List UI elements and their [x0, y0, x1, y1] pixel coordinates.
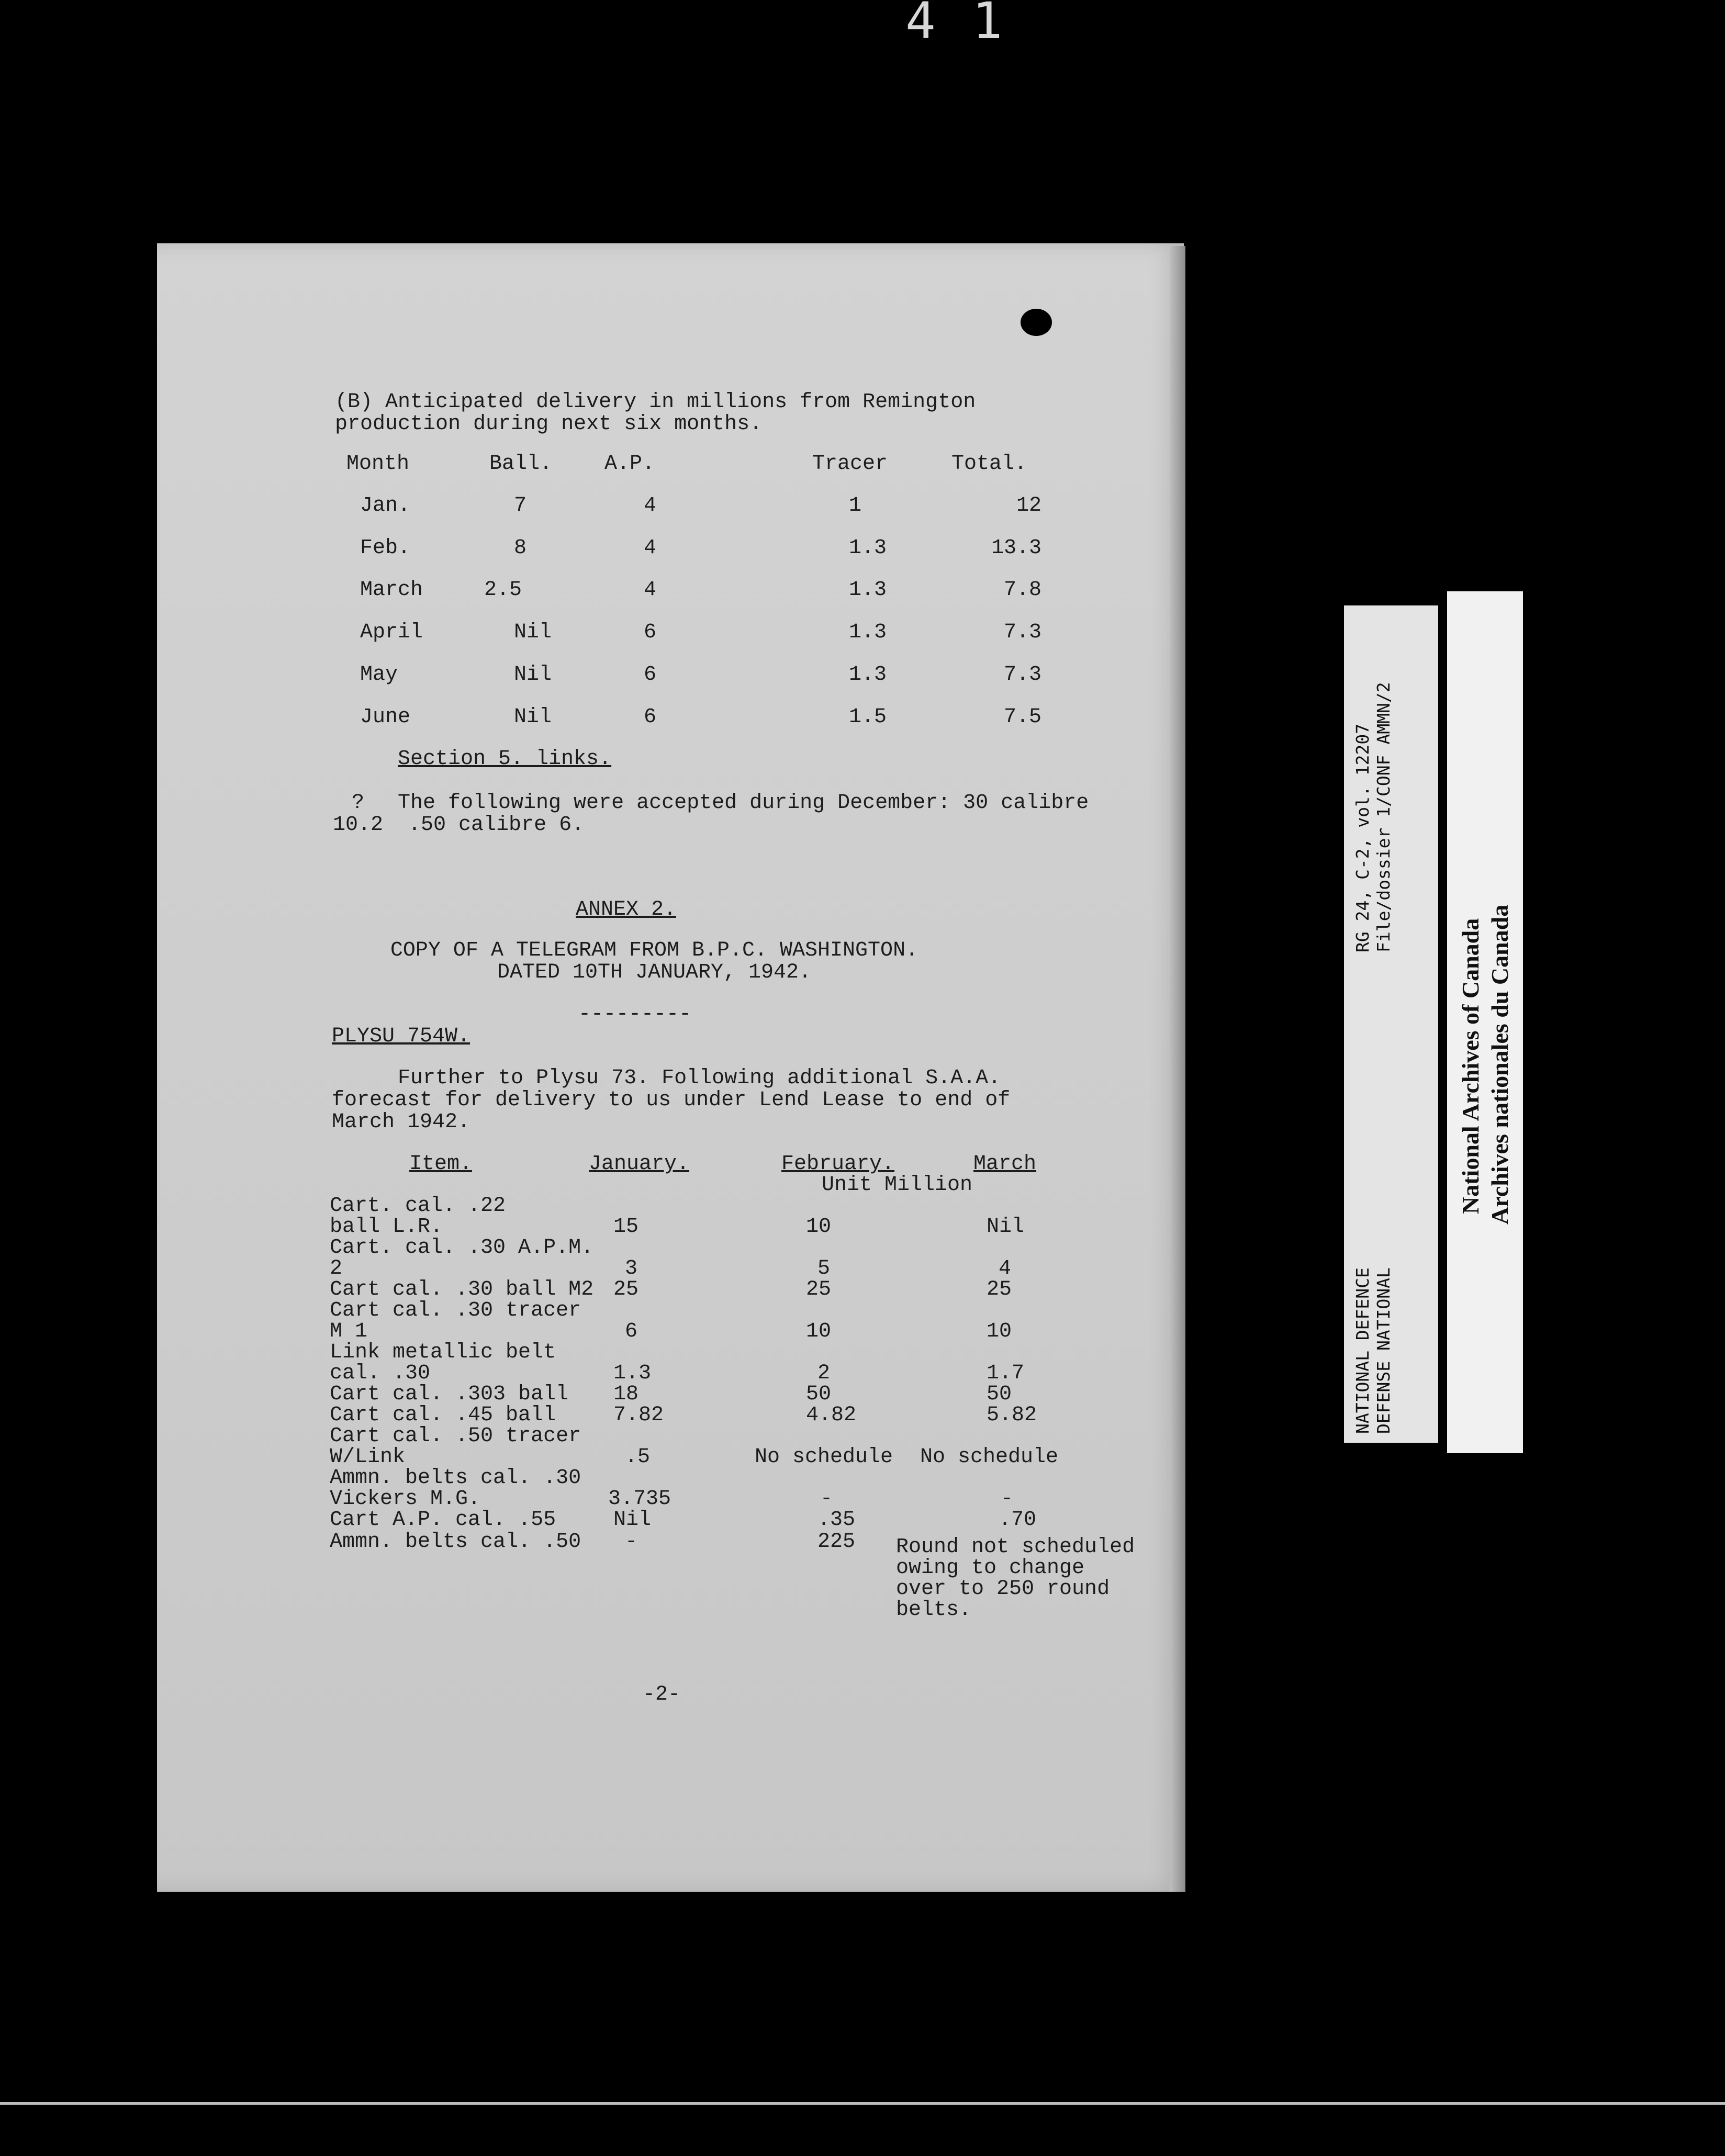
table-cell: 18: [613, 1383, 639, 1406]
annex-ref: PLYSU 754W.: [332, 1025, 471, 1048]
table-cell: 4: [644, 536, 657, 560]
item-label: cal. .30: [330, 1362, 431, 1385]
annex-subtitle2: DATED 10TH JANUARY, 1942.: [497, 961, 812, 984]
unit-label: Unit Million: [822, 1173, 973, 1197]
table-cell: -: [625, 1530, 638, 1554]
col-header-january: January.: [589, 1152, 690, 1176]
annex-divider: ---------: [578, 1003, 692, 1026]
table-cell: 6: [644, 663, 657, 687]
item-label: Cart. cal. .30 A.P.M.: [330, 1236, 594, 1260]
table-cell: 3: [625, 1257, 638, 1281]
table-cell: 4: [644, 578, 657, 602]
section-5-heading: Section 5. links.: [398, 747, 612, 771]
col-header-ball: Ball.: [489, 452, 553, 476]
film-edge-line: [0, 2102, 1725, 2105]
table-cell: 50: [987, 1383, 1012, 1406]
table-cell: 2: [817, 1362, 831, 1385]
table-cell: 15: [613, 1215, 639, 1239]
table-cell: 6: [625, 1320, 638, 1343]
annex-para2: forecast for delivery to us under Lend Lease to end of: [332, 1088, 1011, 1112]
archive-name-fr: Archives nationales du Canada: [1486, 904, 1513, 1225]
table-cell: No schedule: [920, 1445, 1059, 1469]
table-cell: 2.5: [484, 578, 522, 602]
frame-number: 41: [905, 0, 1039, 50]
page-number: -2-: [643, 1683, 681, 1706]
item-label: W/Link: [330, 1445, 406, 1469]
section-5-line2: 10.2 .50 calibre 6.: [333, 813, 585, 837]
item-label: M 1: [330, 1320, 368, 1343]
table-cell: .5: [625, 1445, 651, 1469]
table-cell: 10: [806, 1320, 832, 1343]
table-cell: 1.3: [849, 578, 887, 602]
table-cell: 7.5: [1003, 705, 1041, 729]
table-cell: -: [1001, 1487, 1014, 1511]
table-cell: 1.3: [849, 536, 887, 560]
table-cell: Nil: [613, 1508, 652, 1532]
note-line: owing to change: [896, 1556, 1085, 1580]
table-cell: 7.3: [1003, 621, 1041, 644]
table-cell: .70: [999, 1508, 1037, 1532]
archive-ref2: File/dossier 1/CONF AMMN/2: [1373, 682, 1394, 952]
table-cell: 1: [849, 494, 862, 518]
table-cell: 6: [644, 705, 657, 729]
item-label: Cart A.P. cal. .55: [330, 1508, 556, 1532]
section-5-marker: ?: [352, 791, 365, 815]
table-cell: .35: [817, 1508, 856, 1532]
table-cell: 7.8: [1003, 578, 1041, 602]
table-cell: Feb.: [360, 536, 411, 560]
archive-ref1: RG 24, C-2, vol. 12207: [1352, 723, 1373, 952]
item-label: Link metallic belt: [330, 1341, 556, 1364]
table-cell: 7: [514, 494, 527, 518]
table-cell: 13.3: [991, 536, 1041, 560]
table-cell: 1.3: [849, 621, 887, 644]
section-5-line1: The following were accepted during December: 30 calibre: [398, 791, 1089, 815]
col-header-month: Month: [346, 452, 410, 476]
table-cell: 225: [817, 1530, 856, 1554]
section-b-line1: (B) Anticipated delivery in millions from Remington: [335, 390, 976, 414]
table-cell: 5: [817, 1257, 831, 1281]
item-label: ball L.R.: [330, 1215, 443, 1239]
table-cell: 25: [613, 1278, 639, 1301]
table-cell: 25: [806, 1278, 832, 1301]
table-cell: 3.735: [608, 1487, 671, 1511]
table-cell: June: [360, 705, 411, 729]
note-line: Round not scheduled: [896, 1535, 1135, 1559]
table-cell: March: [360, 578, 423, 602]
section-b-line2: production during next six months.: [335, 412, 763, 436]
table-cell: 4: [644, 494, 657, 518]
table-cell: 1.5: [849, 705, 887, 729]
item-label: Cart cal. .30 ball M2: [330, 1278, 594, 1301]
item-label: Cart. cal. .22: [330, 1194, 506, 1218]
table-cell: 7.82: [613, 1403, 664, 1427]
archive-dept1: NATIONAL DEFENCE: [1352, 1267, 1373, 1434]
table-cell: 5.82: [987, 1403, 1037, 1427]
table-cell: 4: [999, 1257, 1012, 1281]
annex-para1: Further to Plysu 73. Following additional S.A.A.: [398, 1066, 1001, 1090]
annex-title: ANNEX 2.: [576, 898, 677, 922]
table-cell: -: [820, 1487, 833, 1511]
col-header-tracer: Tracer: [812, 452, 888, 476]
col-header-item: Item.: [409, 1152, 473, 1176]
item-label: Cart cal. .45 ball: [330, 1403, 556, 1427]
table-cell: April: [360, 621, 423, 644]
table-cell: 25: [987, 1278, 1012, 1301]
col-header-total: Total.: [951, 452, 1027, 476]
table-cell: 12: [1016, 494, 1041, 518]
item-label: Cart cal. .30 tracer: [330, 1299, 581, 1322]
table-cell: 10: [806, 1215, 832, 1239]
table-cell: Jan.: [360, 494, 411, 518]
table-cell: 1.3: [849, 663, 887, 687]
note-line: belts.: [896, 1598, 972, 1622]
archive-name-en: National Archives of Canada: [1457, 918, 1484, 1214]
col-header-march: March: [973, 1152, 1037, 1176]
table-cell: Nil: [514, 663, 552, 687]
table-cell: Nil: [987, 1215, 1025, 1239]
annex-para3: March 1942.: [332, 1110, 471, 1134]
archive-dept2: DEFENSE NATIONAL: [1373, 1267, 1394, 1434]
item-label: Ammn. belts cal. .30: [330, 1466, 581, 1490]
table-cell: 1.3: [613, 1362, 652, 1385]
table-cell: No schedule: [755, 1445, 893, 1469]
punch-hole: [1021, 309, 1052, 336]
item-label: Vickers M.G.: [330, 1487, 481, 1511]
col-header-february: February.: [781, 1152, 895, 1176]
table-cell: 10: [987, 1320, 1012, 1343]
table-cell: May: [360, 663, 398, 687]
table-cell: 4.82: [806, 1403, 857, 1427]
item-label: Cart cal. .303 ball: [330, 1383, 569, 1406]
table-cell: 8: [514, 536, 527, 560]
annex-subtitle1: COPY OF A TELEGRAM FROM B.P.C. WASHINGTON.: [390, 939, 918, 962]
note-line: over to 250 round: [896, 1577, 1110, 1601]
table-cell: Nil: [514, 705, 552, 729]
col-header-ap: A.P.: [604, 452, 655, 476]
table-cell: 7.3: [1003, 663, 1041, 687]
item-label: Cart cal. .50 tracer: [330, 1424, 581, 1448]
item-label: 2: [330, 1257, 343, 1281]
table-cell: 1.7: [987, 1362, 1025, 1385]
item-label: Ammn. belts cal. .50: [330, 1530, 581, 1554]
table-cell: 6: [644, 621, 657, 644]
table-cell: Nil: [514, 621, 552, 644]
table-cell: 50: [806, 1383, 832, 1406]
page-edge: [1170, 246, 1185, 1892]
